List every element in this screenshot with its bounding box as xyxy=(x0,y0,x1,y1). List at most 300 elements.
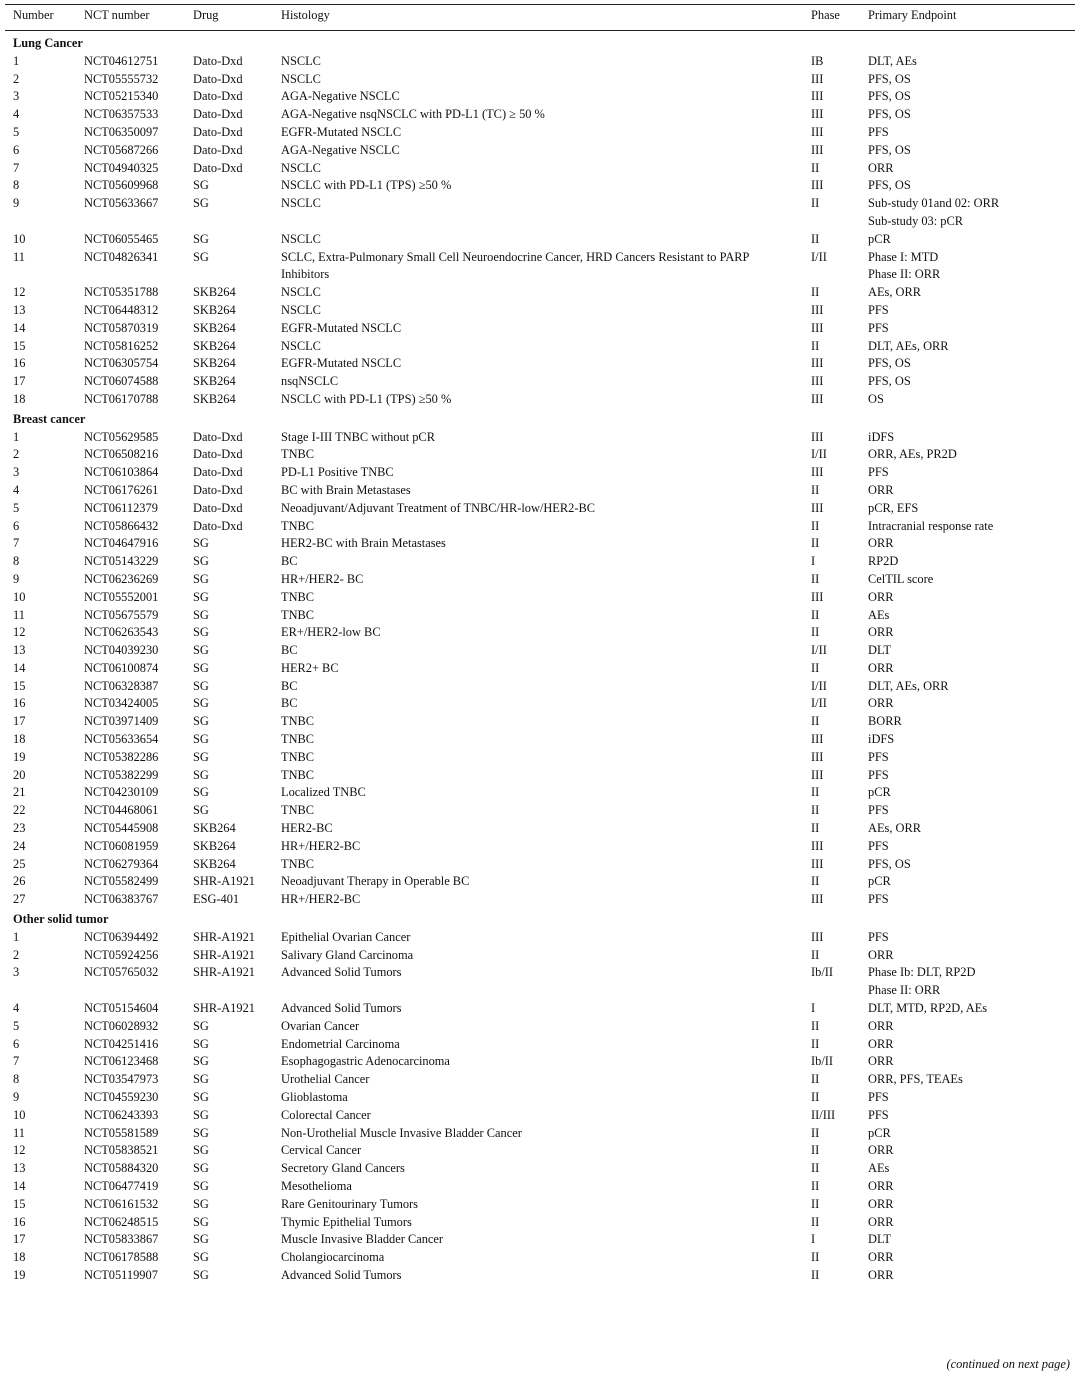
table-row xyxy=(5,947,1075,965)
table-row xyxy=(5,195,1075,231)
cell-nct-number: NCT06305754 xyxy=(84,356,159,371)
endpoint-line: PFS xyxy=(868,803,889,818)
table-row xyxy=(5,373,1075,391)
endpoint-line: PFS xyxy=(868,302,889,317)
table-row xyxy=(5,142,1075,160)
cell-phase: III xyxy=(811,749,824,764)
cell-drug: SG xyxy=(193,589,209,604)
cell-number: 14 xyxy=(13,660,26,675)
endpoint-line: PFS, OS xyxy=(868,374,911,389)
table-row xyxy=(5,1267,1075,1285)
cell-drug: SG xyxy=(193,625,209,640)
cell-nct-number: NCT06263543 xyxy=(84,625,159,640)
table-row xyxy=(5,249,1075,285)
table-row xyxy=(5,71,1075,89)
cell-nct-number: NCT06028932 xyxy=(84,1018,159,1033)
cell-histology: Colorectal Cancer xyxy=(281,1107,371,1122)
cell-primary-endpoint xyxy=(860,320,1075,338)
cell-phase: II xyxy=(811,821,820,836)
cell-nct-number: NCT05552001 xyxy=(84,589,159,604)
cell-histology: NSCLC xyxy=(281,231,321,246)
endpoint-line: PFS xyxy=(868,767,889,782)
cell-primary-endpoint xyxy=(860,1231,1075,1249)
cell-primary-endpoint xyxy=(860,1125,1075,1143)
cell-phase: II xyxy=(811,1161,820,1176)
endpoint-line: PFS xyxy=(868,838,889,853)
cell-nct-number: NCT06236269 xyxy=(84,571,159,586)
cell-drug: SG xyxy=(193,1179,209,1193)
cell-primary-endpoint xyxy=(860,1267,1075,1285)
endpoint-line: DLT, MTD, RP2D, AEs xyxy=(868,1001,988,1016)
cell-number: 19 xyxy=(13,749,26,764)
cell-primary-endpoint xyxy=(860,660,1075,678)
cell-histology: NSCLC with PD-L1 (TPS) ≥50 % xyxy=(281,391,452,406)
cell-number: 8 xyxy=(13,554,20,569)
cell-drug: Dato-Dxd xyxy=(193,482,243,497)
cell-phase: II xyxy=(811,536,820,551)
table-row xyxy=(5,929,1075,947)
cell-drug: SHR-A1921 xyxy=(193,929,255,944)
cell-primary-endpoint xyxy=(860,964,1075,1000)
cell-drug: SG xyxy=(193,231,209,246)
cell-phase: III xyxy=(811,429,824,444)
endpoint-line: PFS xyxy=(868,124,889,139)
clinical-trials-table xyxy=(5,5,1075,1285)
table-row xyxy=(5,1142,1075,1160)
table-row xyxy=(5,678,1075,696)
cell-phase: I/II xyxy=(811,678,827,693)
cell-histology: NSCLC xyxy=(281,338,321,353)
cell-nct-number: NCT06328387 xyxy=(84,678,159,693)
cell-histology: nsqNSCLC xyxy=(281,374,339,389)
cell-nct-number: NCT03971409 xyxy=(84,714,159,729)
cell-nct-number: NCT04251416 xyxy=(84,1036,159,1051)
cell-nct-number: NCT04647916 xyxy=(84,536,159,551)
cell-drug: Dato-Dxd xyxy=(193,429,243,444)
cell-phase: II xyxy=(811,1214,820,1229)
cell-drug: Dato-Dxd xyxy=(193,53,243,68)
cell-number: 9 xyxy=(13,1090,20,1105)
cell-number: 11 xyxy=(13,1125,25,1140)
cell-primary-endpoint xyxy=(860,1142,1075,1160)
cell-primary-endpoint xyxy=(860,160,1075,178)
cell-drug: SG xyxy=(193,660,209,675)
cell-phase: II xyxy=(811,231,820,246)
table-row xyxy=(5,1053,1075,1071)
endpoint-line: ORR xyxy=(868,1196,894,1211)
cell-phase: I xyxy=(811,1001,816,1016)
cell-phase: III xyxy=(811,89,824,104)
cell-primary-endpoint xyxy=(860,891,1075,909)
cell-histology: Salivary Gland Carcinoma xyxy=(281,947,414,962)
endpoint-line: PFS xyxy=(868,320,889,335)
cell-drug: SKB264 xyxy=(193,356,236,371)
cell-number: 18 xyxy=(13,1250,26,1265)
cell-phase: II xyxy=(811,1250,820,1265)
cell-primary-endpoint xyxy=(860,553,1075,571)
cell-nct-number: NCT05119907 xyxy=(84,1267,158,1282)
endpoint-line: ORR xyxy=(868,1143,894,1158)
cell-drug: Dato-Dxd xyxy=(193,518,243,533)
section-title: Other solid tumor xyxy=(13,912,109,927)
cell-phase: I/II xyxy=(811,447,827,462)
endpoint-line: ORR xyxy=(868,1250,894,1265)
endpoint-line: DLT xyxy=(868,1232,891,1247)
cell-phase: II xyxy=(811,1090,820,1105)
table-body xyxy=(5,27,1075,1285)
cell-nct-number: NCT06100874 xyxy=(84,660,159,675)
cell-primary-endpoint xyxy=(860,589,1075,607)
cell-primary-endpoint xyxy=(860,177,1075,195)
cell-phase: II xyxy=(811,571,820,586)
cell-number: 22 xyxy=(13,803,26,818)
cell-histology: Cholangiocarcinoma xyxy=(281,1250,385,1265)
cell-number: 12 xyxy=(13,625,26,640)
cell-primary-endpoint xyxy=(860,642,1075,660)
cell-primary-endpoint xyxy=(860,767,1075,785)
cell-nct-number: NCT05555732 xyxy=(84,71,159,86)
cell-number: 6 xyxy=(13,1036,20,1051)
cell-drug: SG xyxy=(193,571,209,586)
cell-phase: IB xyxy=(811,53,824,68)
cell-nct-number: NCT04612751 xyxy=(84,53,159,68)
cell-primary-endpoint xyxy=(860,500,1075,518)
cell-phase: II xyxy=(811,1179,820,1193)
table-row xyxy=(5,856,1075,874)
endpoint-line: AEs, ORR xyxy=(868,285,922,300)
cell-nct-number: NCT05816252 xyxy=(84,338,159,353)
endpoint-line: Intracranial response rate xyxy=(868,518,994,533)
cell-drug: SHR-A1921 xyxy=(193,1001,255,1016)
cell-drug: SG xyxy=(193,749,209,764)
cell-number: 18 xyxy=(13,391,26,406)
continued-note: (continued on next page) xyxy=(946,1357,1070,1371)
cell-number: 1 xyxy=(13,429,20,444)
header-primary-endpoint: Primary Endpoint xyxy=(868,8,957,23)
cell-phase: II xyxy=(811,1072,820,1087)
table-row xyxy=(5,731,1075,749)
cell-drug: SG xyxy=(193,1072,209,1087)
cell-histology: TNBC xyxy=(281,732,315,747)
header-nct-number: NCT number xyxy=(84,8,150,23)
cell-primary-endpoint xyxy=(860,518,1075,536)
cell-nct-number: NCT05633667 xyxy=(84,196,159,211)
cell-drug: ESG-401 xyxy=(193,892,240,907)
cell-drug: Dato-Dxd xyxy=(193,465,243,480)
cell-number: 2 xyxy=(13,447,20,462)
table-row xyxy=(5,607,1075,625)
cell-phase: II xyxy=(811,874,820,889)
endpoint-line: iDFS xyxy=(868,732,895,747)
cell-drug: SHR-A1921 xyxy=(193,874,255,889)
cell-phase: II/III xyxy=(811,1107,836,1122)
cell-primary-endpoint xyxy=(860,695,1075,713)
cell-phase: III xyxy=(811,929,824,944)
cell-phase: III xyxy=(811,391,824,406)
cell-nct-number: NCT05675579 xyxy=(84,607,159,622)
cell-number: 9 xyxy=(13,196,20,211)
endpoint-line: ORR xyxy=(868,1267,894,1282)
table-row xyxy=(5,1000,1075,1018)
cell-drug: SG xyxy=(193,1090,209,1105)
endpoint-line: ORR xyxy=(868,1036,894,1051)
cell-phase: III xyxy=(811,856,824,871)
endpoint-line: pCR xyxy=(868,1125,891,1140)
cell-histology: Secretory Gland Cancers xyxy=(281,1161,405,1176)
cell-histology: Cervical Cancer xyxy=(281,1143,362,1158)
cell-phase: III xyxy=(811,107,824,122)
endpoint-line: AEs xyxy=(868,1161,890,1176)
endpoint-line: PFS, OS xyxy=(868,89,911,104)
cell-histology: Advanced Solid Tumors xyxy=(281,1001,402,1016)
endpoint-line: AEs xyxy=(868,607,890,622)
cell-histology: Neoadjuvant/Adjuvant Treatment of TNBC/HR-low/HER2-BC xyxy=(281,500,595,515)
table-row xyxy=(5,1071,1075,1089)
table-row xyxy=(5,535,1075,553)
table-row xyxy=(5,284,1075,302)
table-row xyxy=(5,1231,1075,1249)
endpoint-line: DLT, AEs xyxy=(868,53,917,68)
cell-number: 13 xyxy=(13,643,26,658)
cell-number: 10 xyxy=(13,589,26,604)
endpoint-line: Phase II: ORR xyxy=(868,983,941,998)
cell-number: 9 xyxy=(13,571,20,586)
cell-number: 10 xyxy=(13,231,26,246)
cell-phase: III xyxy=(811,374,824,389)
cell-histology: EGFR-Mutated NSCLC xyxy=(281,320,402,335)
cell-drug: SG xyxy=(193,1196,209,1211)
cell-number: 19 xyxy=(13,1267,26,1282)
cell-phase: III xyxy=(811,767,824,782)
endpoint-line: ORR xyxy=(868,1179,894,1193)
cell-number: 17 xyxy=(13,714,26,729)
table-row xyxy=(5,231,1075,249)
cell-number: 15 xyxy=(13,1196,26,1211)
section-header-row xyxy=(5,409,1075,429)
cell-phase: II xyxy=(811,607,820,622)
table-row xyxy=(5,302,1075,320)
table-row xyxy=(5,713,1075,731)
table-row xyxy=(5,464,1075,482)
cell-drug: SG xyxy=(193,536,209,551)
table-row xyxy=(5,1089,1075,1107)
cell-primary-endpoint xyxy=(860,838,1075,856)
endpoint-line: Sub-study 01and 02: ORR xyxy=(868,196,1000,211)
cell-number: 5 xyxy=(13,124,20,139)
cell-number: 7 xyxy=(13,1054,20,1069)
cell-nct-number: NCT05633654 xyxy=(84,732,159,747)
cell-histology: NSCLC xyxy=(281,53,321,68)
cell-drug: SG xyxy=(193,178,209,193)
cell-nct-number: NCT06123468 xyxy=(84,1054,159,1069)
table-row xyxy=(5,784,1075,802)
cell-primary-endpoint xyxy=(860,373,1075,391)
cell-phase: II xyxy=(811,196,820,211)
cell-phase: III xyxy=(811,178,824,193)
cell-histology: BC with Brain Metastases xyxy=(281,482,411,497)
header-phase: Phase xyxy=(811,8,840,23)
cell-histology: TNBC xyxy=(281,767,315,782)
cell-primary-endpoint xyxy=(860,713,1075,731)
cell-histology: Thymic Epithelial Tumors xyxy=(281,1214,412,1229)
cell-primary-endpoint xyxy=(860,142,1075,160)
cell-number: 23 xyxy=(13,821,26,836)
cell-drug: SG xyxy=(193,714,209,729)
table-row xyxy=(5,355,1075,373)
cell-histology: NSCLC xyxy=(281,285,321,300)
endpoint-line: ORR xyxy=(868,947,894,962)
cell-primary-endpoint xyxy=(860,784,1075,802)
cell-nct-number: NCT06055465 xyxy=(84,231,159,246)
table-row xyxy=(5,1196,1075,1214)
table-row xyxy=(5,873,1075,891)
cell-phase: II xyxy=(811,660,820,675)
cell-number: 7 xyxy=(13,536,20,551)
cell-drug: Dato-Dxd xyxy=(193,89,243,104)
cell-number: 16 xyxy=(13,1214,26,1229)
table-row xyxy=(5,1125,1075,1143)
cell-primary-endpoint xyxy=(860,88,1075,106)
cell-number: 11 xyxy=(13,249,25,264)
cell-nct-number: NCT06350097 xyxy=(84,124,159,139)
cell-number: 18 xyxy=(13,732,26,747)
cell-number: 14 xyxy=(13,320,26,335)
endpoint-line: ORR xyxy=(868,660,894,675)
cell-number: 5 xyxy=(13,500,20,515)
cell-phase: III xyxy=(811,356,824,371)
cell-nct-number: NCT04039230 xyxy=(84,643,159,658)
table-header-row xyxy=(5,5,1075,27)
endpoint-line: PFS xyxy=(868,1090,889,1105)
cell-histology: Stage I-III TNBC without pCR xyxy=(281,429,435,444)
cell-primary-endpoint xyxy=(860,1214,1075,1232)
cell-drug: SG xyxy=(193,1125,209,1140)
cell-drug: SG xyxy=(193,1232,209,1247)
cell-phase: III xyxy=(811,500,824,515)
table-row xyxy=(5,571,1075,589)
cell-histology: ER+/HER2-low BC xyxy=(281,625,381,640)
cell-drug: SG xyxy=(193,1161,209,1176)
cell-phase: III xyxy=(811,320,824,335)
endpoint-line: ORR xyxy=(868,1214,894,1229)
cell-nct-number: NCT06477419 xyxy=(84,1179,159,1193)
cell-primary-endpoint xyxy=(860,678,1075,696)
endpoint-line: PFS, OS xyxy=(868,356,911,371)
cell-number: 20 xyxy=(13,767,26,782)
endpoint-line: DLT, AEs, ORR xyxy=(868,678,949,693)
cell-drug: SG xyxy=(193,249,209,264)
cell-primary-endpoint xyxy=(860,802,1075,820)
cell-phase: II xyxy=(811,625,820,640)
cell-drug: SG xyxy=(193,1018,209,1033)
table-row xyxy=(5,446,1075,464)
cell-nct-number: NCT06279364 xyxy=(84,856,159,871)
cell-histology: BC xyxy=(281,643,298,658)
endpoint-line: ORR xyxy=(868,589,894,604)
header-histology: Histology xyxy=(281,8,330,23)
cell-phase: II xyxy=(811,1267,820,1282)
endpoint-line: ORR, PFS, TEAEs xyxy=(868,1072,963,1087)
endpoint-line: PFS xyxy=(868,892,889,907)
endpoint-line: Phase II: ORR xyxy=(868,267,941,282)
cell-phase: II xyxy=(811,160,820,175)
cell-nct-number: NCT06103864 xyxy=(84,465,159,480)
cell-drug: SG xyxy=(193,732,209,747)
endpoint-line: PFS xyxy=(868,465,889,480)
cell-nct-number: NCT05351788 xyxy=(84,285,159,300)
cell-nct-number: NCT06508216 xyxy=(84,447,159,462)
cell-primary-endpoint xyxy=(860,106,1075,124)
table-row xyxy=(5,660,1075,678)
endpoint-line: PFS xyxy=(868,1107,889,1122)
cell-nct-number: NCT06170788 xyxy=(84,391,159,406)
cell-primary-endpoint xyxy=(860,1107,1075,1125)
cell-nct-number: NCT05215340 xyxy=(84,89,159,104)
cell-drug: SG xyxy=(193,554,209,569)
cell-histology: Glioblastoma xyxy=(281,1090,348,1105)
cell-nct-number: NCT06178588 xyxy=(84,1250,159,1265)
cell-nct-number: NCT04559230 xyxy=(84,1090,159,1105)
cell-primary-endpoint xyxy=(860,624,1075,642)
cell-nct-number: NCT06074588 xyxy=(84,374,159,389)
cell-phase: II xyxy=(811,785,820,800)
table-row xyxy=(5,391,1075,409)
cell-nct-number: NCT06176261 xyxy=(84,482,159,497)
cell-drug: Dato-Dxd xyxy=(193,447,243,462)
cell-nct-number: NCT06248515 xyxy=(84,1214,159,1229)
cell-histology: Muscle Invasive Bladder Cancer xyxy=(281,1232,444,1247)
cell-primary-endpoint xyxy=(860,1053,1075,1071)
cell-number: 15 xyxy=(13,338,26,353)
cell-nct-number: NCT04940325 xyxy=(84,160,159,175)
cell-nct-number: NCT05154604 xyxy=(84,1001,159,1016)
cell-histology: Advanced Solid Tumors xyxy=(281,965,402,980)
cell-phase: II xyxy=(811,1018,820,1033)
cell-number: 10 xyxy=(13,1107,26,1122)
cell-histology: Rare Genitourinary Tumors xyxy=(281,1196,418,1211)
cell-number: 14 xyxy=(13,1179,26,1193)
table-row xyxy=(5,177,1075,195)
cell-phase: III xyxy=(811,732,824,747)
cell-primary-endpoint xyxy=(860,302,1075,320)
cell-histology: NSCLC xyxy=(281,302,321,317)
cell-primary-endpoint xyxy=(860,1018,1075,1036)
cell-phase: II xyxy=(811,482,820,497)
cell-number: 21 xyxy=(13,785,26,800)
endpoint-line: DLT, AEs, ORR xyxy=(868,338,949,353)
cell-primary-endpoint xyxy=(860,195,1075,231)
cell-histology: TNBC xyxy=(281,518,315,533)
cell-primary-endpoint xyxy=(860,947,1075,965)
cell-drug: SG xyxy=(193,785,209,800)
table-row xyxy=(5,749,1075,767)
table-row xyxy=(5,1214,1075,1232)
endpoint-line: BORR xyxy=(868,714,902,729)
cell-number: 2 xyxy=(13,947,20,962)
cell-phase: I/II xyxy=(811,249,827,264)
cell-drug: Dato-Dxd xyxy=(193,71,243,86)
cell-primary-endpoint xyxy=(860,391,1075,409)
cell-phase: II xyxy=(811,285,820,300)
endpoint-line: ORR xyxy=(868,160,894,175)
cell-nct-number: NCT05838521 xyxy=(84,1143,159,1158)
table-row xyxy=(5,320,1075,338)
cell-histology: Mesothelioma xyxy=(281,1179,352,1193)
cell-nct-number: NCT06394492 xyxy=(84,929,159,944)
cell-histology: BC xyxy=(281,678,298,693)
cell-phase: III xyxy=(811,302,824,317)
cell-number: 24 xyxy=(13,838,26,853)
